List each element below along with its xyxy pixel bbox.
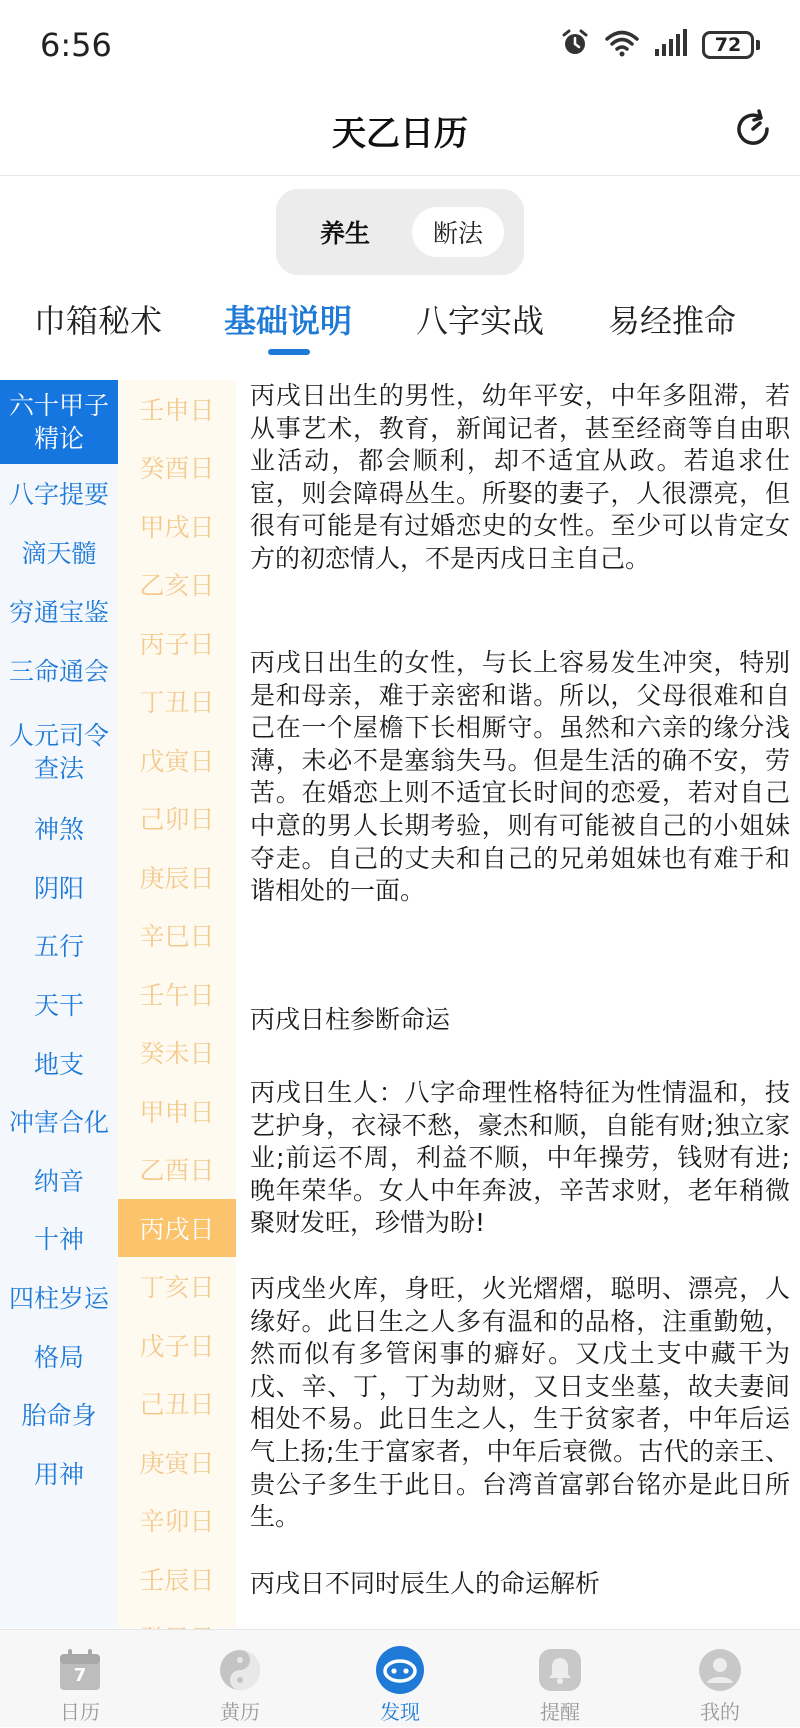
nav-label: 发现 — [380, 1700, 420, 1724]
app-title: 天乙日历 — [332, 114, 468, 154]
article-paragraph: 丙戌日生人：八字命理性格特征为性情温和，技艺护身，衣禄不愁，豪杰和顺，自能有财;独立家业;前运不周，利益不顺，中年操劳，钱财有进;晚年荣华。女人中年奔波，辛苦求财，老年稍微聚财发旺，珍惜为盼! — [250, 1078, 790, 1238]
sidebar-item-label: 六十甲子 — [8, 391, 109, 420]
yin-yang-icon — [215, 1645, 265, 1695]
sidebar-item-renyuan[interactable] — [0, 719, 118, 785]
article-section-heading: 丙戌日不同时辰生人的命运解析 — [250, 1569, 601, 1598]
day-item[interactable]: 癸未日 — [139, 1039, 215, 1068]
sidebar-item-shishen[interactable]: 十神 — [33, 1225, 84, 1254]
day-item[interactable]: 甲申日 — [139, 1098, 215, 1127]
sidebar-item-wuxing[interactable]: 五行 — [33, 932, 84, 961]
battery-icon — [702, 31, 760, 59]
app-header — [0, 90, 800, 176]
day-item[interactable]: 丙子日 — [139, 630, 215, 659]
sidebar-item-yongshen[interactable]: 用神 — [33, 1460, 84, 1489]
mode-segmented-control — [276, 189, 524, 275]
sidebar-item-nayin[interactable]: 纳音 — [33, 1167, 84, 1196]
sidebar-item-qiongtong[interactable]: 穷通宝鉴 — [8, 598, 109, 627]
nav-label: 日历 — [60, 1700, 100, 1724]
sidebar-item-label: 精论 — [33, 424, 84, 453]
alarm-icon — [560, 28, 590, 62]
day-item[interactable]: 丁亥日 — [139, 1273, 215, 1302]
tab-yijing[interactable]: 易经推命 — [608, 302, 737, 340]
status-time: 6:56 — [40, 26, 112, 64]
day-item-selected[interactable]: 丙戌日 — [118, 1199, 236, 1257]
day-item[interactable]: 壬申日 — [139, 396, 215, 425]
refresh-button[interactable] — [728, 104, 778, 154]
article-paragraph: 丙戌日出生的女性，与长上容易发生冲突，特别是和母亲，难于亲密和谐。所以，父母很难和自己在一个屋檐下长相厮守。虽然和六亲的缘分浅薄，未必不是塞翁失马。但是生活的确不安，劳苦。在婚恋上则不适宜长时间的恋爱，若对自己中意的男人长期考验，则有可能被自己的小姐妹夺走。自己的丈夫和自己的兄弟姐妹也有难于和谐相处的一面。 — [250, 648, 790, 906]
sidebar-item-chonghai[interactable]: 冲害合化 — [8, 1108, 109, 1137]
category-tabs — [0, 290, 800, 366]
wifi-icon — [604, 28, 640, 62]
day-item[interactable]: 庚辰日 — [139, 864, 215, 893]
day-item[interactable]: 辛巳日 — [139, 922, 215, 951]
nav-label: 提醒 — [540, 1700, 580, 1724]
day-item[interactable]: 甲戌日 — [139, 513, 215, 542]
article-paragraph: 丙戌坐火库，身旺，火光熠熠，聪明、漂亮，人缘好。此日生之人多有温和的品格，注重勤勉，然而似有多管闲事的癖好。又戊土支中藏干为戊、辛、丁，丁为劫财，又日支坐墓，故夫妻间相处不易。此日生之人，生于贫家者，中年后运气上扬;生于富家者，中年后衰微。古代的亲王、贵公子多生于此日。台湾首富郭台铭亦是此日所生。 — [250, 1274, 790, 1532]
sidebar-item-tiangan[interactable]: 天干 — [33, 991, 84, 1020]
tab-bazi[interactable]: 八字实战 — [416, 302, 545, 340]
day-item[interactable]: 戊子日 — [139, 1332, 215, 1361]
day-item[interactable]: 辛卯日 — [139, 1507, 215, 1536]
article-section-heading: 丙戌日柱参断命运 — [250, 1005, 451, 1034]
nav-profile[interactable] — [640, 1630, 800, 1728]
article-content — [250, 380, 790, 1628]
sidebar-item-yinyang[interactable]: 阴阳 — [33, 874, 84, 903]
discover-icon — [375, 1645, 425, 1695]
nav-almanac[interactable] — [160, 1630, 320, 1728]
segment-yangsheng[interactable]: 养生 — [319, 219, 370, 248]
day-item[interactable]: 乙酉日 — [139, 1156, 215, 1185]
article-paragraph: 丙戌日出生的男性，幼年平安，中年多阻滞，若从事艺术，教育，新闻记者，甚至经商等自由职业活动，都会顺利，却不适宜从政。若追求仕宦，则会障碍丛生。所娶的妻子，人很漂亮，但很有可能是有过婚恋史的女性。至少可以肯定女方的初恋情人，不是丙戌日主自己。 — [250, 381, 790, 573]
day-item[interactable]: 丁丑日 — [139, 688, 215, 717]
sidebar-item-dizhi[interactable]: 地支 — [33, 1050, 84, 1079]
tab-jichu[interactable]: 基础说明 — [224, 302, 353, 340]
nav-discover[interactable] — [320, 1630, 480, 1728]
sidebar-item-taiming[interactable]: 胎命身 — [21, 1401, 97, 1430]
calendar-day-badge: 7 — [73, 1665, 87, 1686]
nav-label: 我的 — [700, 1700, 740, 1724]
refresh-icon — [733, 109, 773, 149]
day-list — [118, 380, 236, 1628]
sidebar-item-sizhu[interactable]: 四柱岁运 — [8, 1284, 109, 1313]
nav-calendar[interactable] — [0, 1630, 160, 1728]
sidebar-item-bazi-tiyao[interactable]: 八字提要 — [8, 480, 109, 509]
day-item[interactable]: 乙亥日 — [139, 571, 215, 600]
nav-reminder[interactable] — [480, 1630, 640, 1728]
nav-label: 黄历 — [220, 1700, 260, 1724]
sidebar-item-ditiansui[interactable]: 滴天髓 — [21, 539, 97, 568]
day-item[interactable]: 己丑日 — [139, 1390, 215, 1419]
sidebar-item-label: 查法 — [33, 754, 84, 783]
day-item[interactable]: 癸酉日 — [139, 454, 215, 483]
bottom-navigation — [0, 1629, 800, 1727]
status-icons — [560, 28, 760, 62]
bell-icon — [535, 1645, 585, 1695]
topic-sidebar — [0, 380, 118, 1628]
active-tab-indicator — [268, 349, 310, 355]
day-item[interactable]: 己卯日 — [139, 805, 215, 834]
sidebar-item-geju[interactable]: 格局 — [33, 1343, 84, 1372]
profile-icon — [695, 1645, 745, 1695]
sidebar-item-label: 人元司令 — [8, 721, 109, 750]
status-bar — [0, 0, 800, 90]
tab-jinxiang[interactable]: 巾箱秘术 — [34, 302, 163, 340]
sidebar-item-liushi[interactable] — [0, 380, 118, 464]
day-item[interactable]: 庚寅日 — [139, 1449, 215, 1478]
battery-level: 72 — [702, 31, 754, 59]
day-item[interactable]: 壬辰日 — [139, 1566, 215, 1595]
day-item[interactable]: 壬午日 — [139, 981, 215, 1010]
sidebar-item-sanming[interactable]: 三命通会 — [8, 657, 109, 686]
segment-duanfa[interactable]: 断法 — [412, 207, 504, 257]
sidebar-item-shensha[interactable]: 神煞 — [33, 815, 84, 844]
signal-icon — [654, 29, 688, 61]
day-item[interactable]: 戊寅日 — [139, 747, 215, 776]
calendar-icon — [55, 1645, 105, 1695]
